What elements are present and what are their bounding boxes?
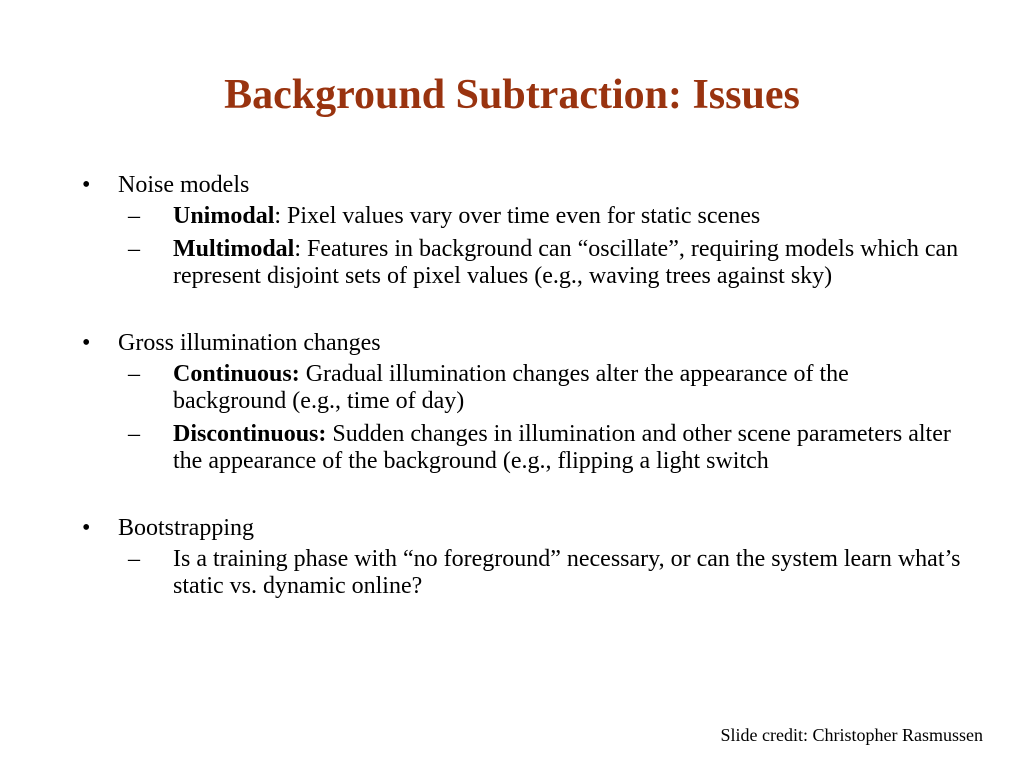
bullet-bootstrapping xyxy=(82,513,962,600)
sub-bullet-marker: – xyxy=(128,421,140,447)
sub-bullet-discontinuous xyxy=(128,421,962,475)
bullet-text: Noise models xyxy=(118,172,250,198)
sub-bullet-training-phase xyxy=(128,546,962,600)
slide-content xyxy=(82,170,962,606)
sub-bullet-term: Multimodal xyxy=(173,236,295,262)
bullet-noise-models xyxy=(82,170,962,290)
sub-bullet-list xyxy=(118,361,962,475)
sub-bullet-marker: – xyxy=(128,203,140,229)
bullet-marker: • xyxy=(82,330,91,356)
sub-bullet-marker: – xyxy=(128,236,140,262)
sub-bullet-term: Discontinuous: xyxy=(173,421,327,447)
sub-bullet-term: Continuous: xyxy=(173,361,300,387)
sub-bullet-marker: – xyxy=(128,361,140,387)
sub-bullet-text: : Pixel values vary over time even for static scenes xyxy=(274,203,761,229)
bullet-marker: • xyxy=(82,515,91,541)
bullet-text: Gross illumination changes xyxy=(118,330,381,356)
sub-bullet-marker: – xyxy=(128,546,140,572)
sub-bullet-term: Unimodal xyxy=(173,203,275,229)
slide-title: Background Subtraction: Issues xyxy=(224,72,800,118)
sub-bullet-multimodal xyxy=(128,236,962,290)
sub-bullet-text: Is a training phase with “no foreground” necessary, or can the system learn what’s static vs. dynamic online? xyxy=(173,546,961,599)
sub-bullet-continuous xyxy=(128,361,962,415)
sub-bullet-text: Gradual illumination changes alter the appearance of the background (e.g., time of day) xyxy=(173,361,849,414)
sub-bullet-text: : Features in background can “oscillate”, requiring models which can represent disjoint sets of pixel values (e.g., waving trees against sky) xyxy=(173,236,959,289)
bullet-text: Bootstrapping xyxy=(118,515,254,541)
bullet-marker: • xyxy=(82,172,91,198)
sub-bullet-list xyxy=(118,546,962,600)
sub-bullet-unimodal xyxy=(128,203,962,230)
sub-bullet-list xyxy=(118,203,962,290)
sub-bullet-text: Sudden changes in illumination and other scene parameters alter the appearance of the background (e.g., flipping a light switch xyxy=(173,421,951,474)
bullet-gross-illumination xyxy=(82,328,962,475)
slide-credit: Slide credit: Christopher Rasmussen xyxy=(720,725,983,745)
